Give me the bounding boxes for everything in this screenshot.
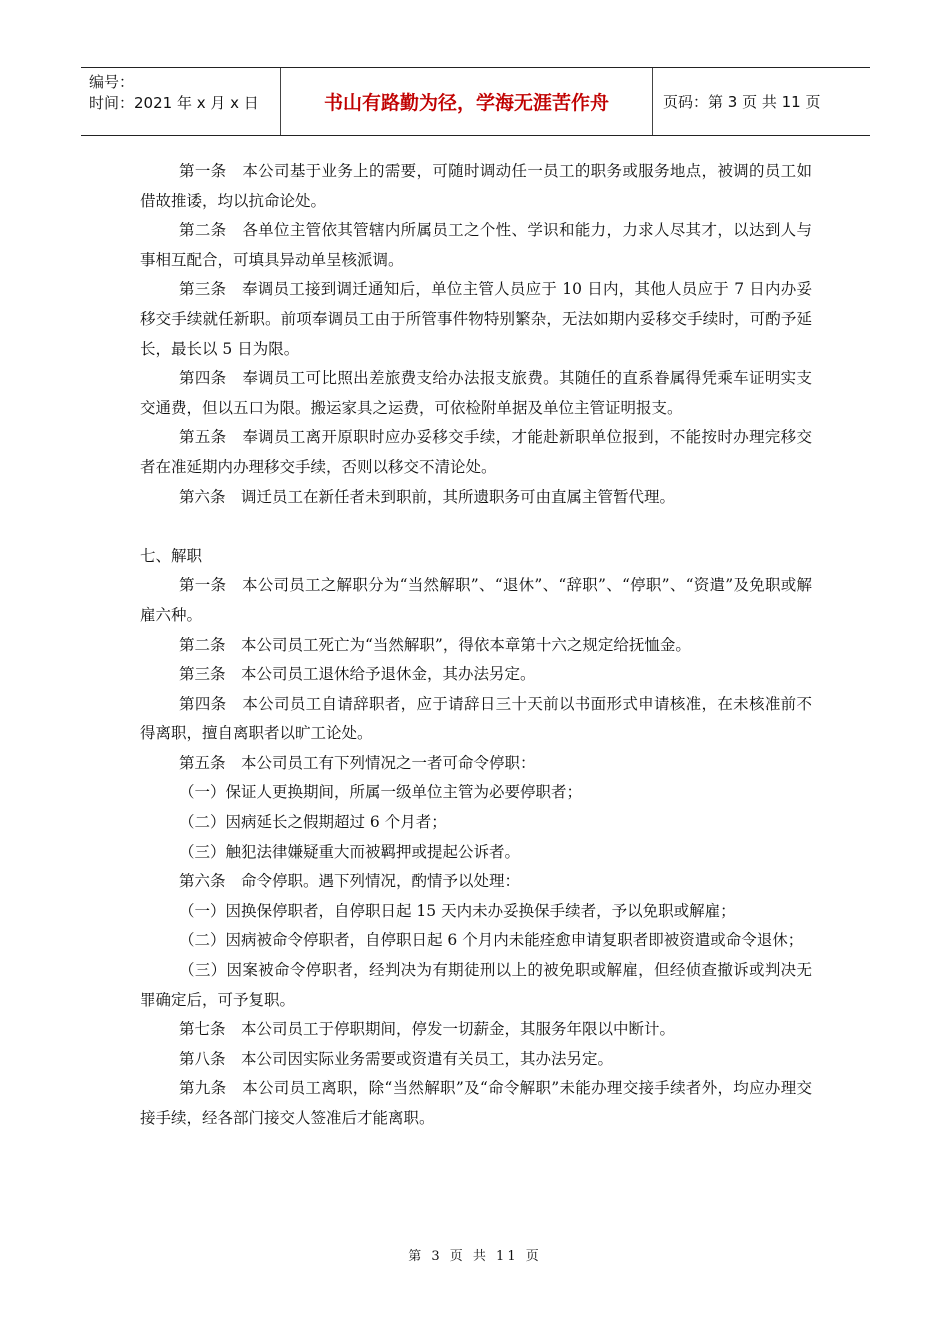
article-paragraph: 第一条 本公司基于业务上的需要，可随时调动任一员工的职务或服务地点，被调的员工如借故推诿，均以抗命论处。	[140, 162, 812, 210]
header-motto: 书山有路勤为径，学海无涯苦作舟	[281, 68, 653, 135]
article-paragraph: 第四条 奉调员工可比照出差旅费支给办法报支旅费。其随任的直系眷属得凭乘车证明实支交通费，但以五口为限。搬运家具之运费，可依检附单据及单位主管证明报支。	[140, 369, 812, 417]
article-paragraph: 第五条 奉调员工离开原职时应办妥移交手续，才能赴新职单位报到，不能按时办理完移交者在准延期内办理移交手续，否则以移交不清论处。	[140, 428, 812, 476]
list-item: （一）因换保停职者，自停职日起 15 天内未办妥换保手续者，予以免职或解雇；	[179, 901, 736, 920]
document-body	[140, 157, 812, 1134]
list-item: （二）因病延长之假期超过 6 个月者；	[179, 813, 447, 832]
list-item: （三）触犯法律嫌疑重大而被羁押或提起公诉者。	[179, 842, 521, 861]
list-item: （二）因病被命令停职者，自停职日起 6 个月内未能痊愈申请复职者即被资遣或命令退休；	[179, 931, 804, 950]
document-date-label: 时间：2021 年 x 月 x 日	[89, 94, 259, 112]
section-heading: 七、解职	[140, 546, 203, 565]
list-item: （三）因案被命令停职者，经判决为有期徒刑以上的被免职或解雇，但经侦查撤诉或判决无罪确定后，可予复职。	[140, 961, 812, 1009]
article-paragraph: 第三条 奉调员工接到调迁通知后，单位主管人员应于 10 日内，其他人员应于 7 日内办妥移交手续就任新职。前项奉调员工由于所管事件物特别繁杂，无法如期内妥移交手续时，可酌予延长，最长以 5 日为限。	[140, 280, 812, 358]
article-paragraph: 第七条 本公司员工于停职期间，停发一切薪金，其服务年限以中断计。	[179, 1020, 676, 1039]
document-number-label: 编号：	[89, 73, 135, 91]
header-meta	[81, 68, 281, 135]
article-paragraph: 第八条 本公司因实际业务需要或资遣有关员工，其办法另定。	[179, 1049, 614, 1068]
article-paragraph: 第六条 调迁员工在新任者未到职前，其所遗职务可由直属主管暂代理。	[179, 487, 676, 506]
article-paragraph: 第九条 本公司员工离职，除“当然解职”及“命令解职”未能办理交接手续者外，均应办理交接手续，经各部门接交人签准后才能离职。	[140, 1079, 812, 1127]
list-item: （一）保证人更换期间，所属一级单位主管为必要停职者；	[179, 783, 583, 802]
article-paragraph: 第二条 各单位主管依其管辖内所属员工之个性、学识和能力，力求人尽其才，以达到人与事相互配合，可填具异动单呈核派调。	[140, 221, 812, 269]
article-paragraph: 第四条 本公司员工自请辞职者，应于请辞日三十天前以书面形式申请核准，在未核准前不得离职，擅自离职者以旷工论处。	[140, 694, 812, 743]
article-paragraph: 第一条 本公司员工之解职分为“当然解职”、“退休”、“辞职”、“停职”、“资遣”及免职或解雇六种。	[140, 576, 812, 624]
article-paragraph: 第二条 本公司员工死亡为“当然解职”，得依本章第十六之规定给抚恤金。	[179, 635, 691, 654]
article-paragraph: 第六条 命令停职。遇下列情况，酌情予以处理：	[179, 872, 521, 891]
article-paragraph: 第五条 本公司员工有下列情况之一者可命令停职：	[179, 753, 536, 772]
section-spacer	[140, 512, 812, 542]
article-paragraph: 第三条 本公司员工退休给予退休金，其办法另定。	[179, 665, 536, 684]
page-header	[81, 67, 870, 136]
header-page-label: 页码：第 3 页 共 11 页	[663, 93, 821, 111]
page-footer: 第 3 页 共 11 页	[408, 1249, 542, 1264]
